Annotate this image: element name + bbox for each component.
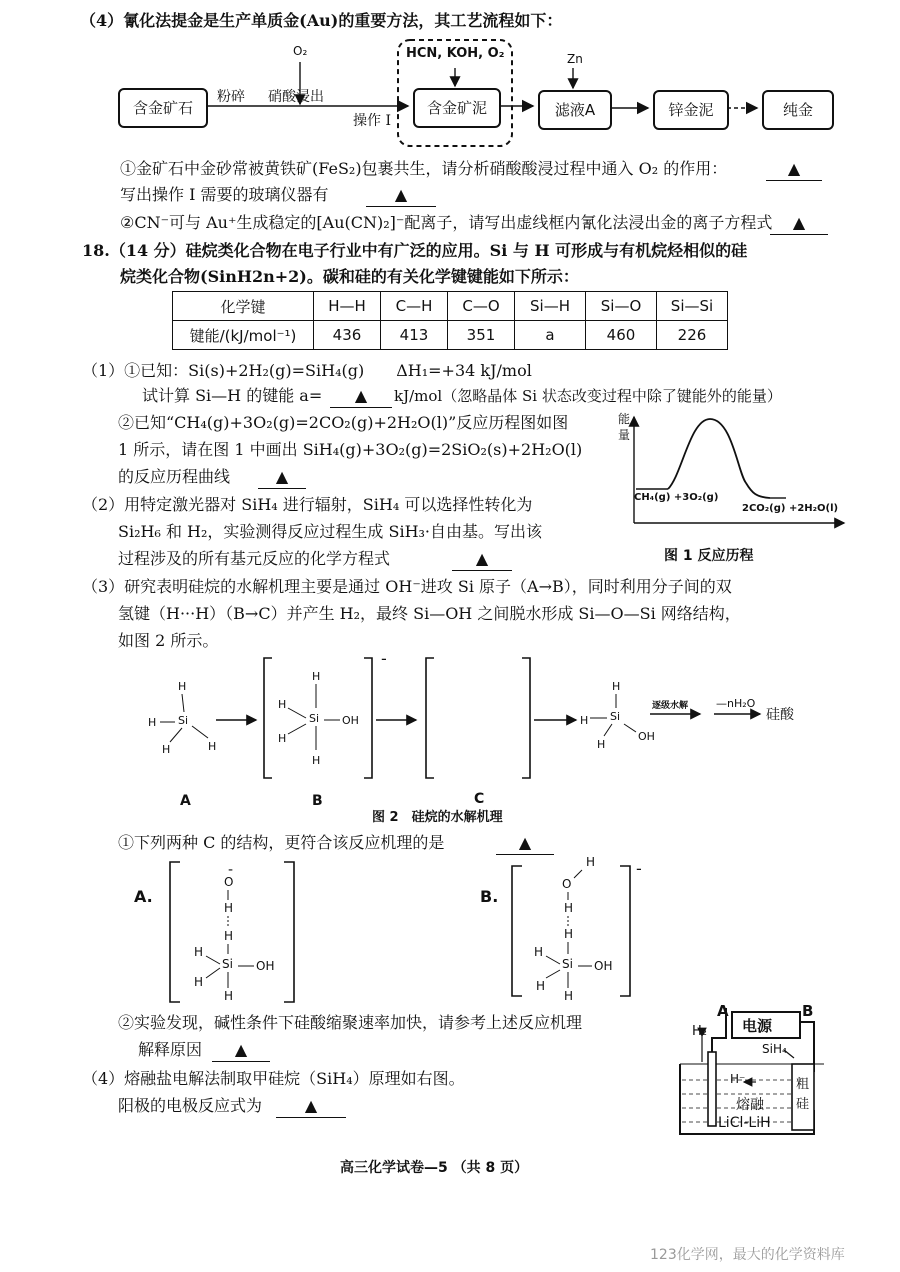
q18-p2-line3: 过程涉及的所有基元反应的化学方程式 bbox=[118, 549, 391, 568]
svg-text:-: - bbox=[636, 859, 642, 878]
table-cell: C—H bbox=[381, 292, 448, 321]
table-cell: 460 bbox=[586, 321, 657, 350]
svg-text:Si: Si bbox=[309, 712, 320, 725]
svg-text:H: H bbox=[564, 927, 574, 941]
svg-text:OH: OH bbox=[594, 959, 613, 973]
svg-text:H: H bbox=[534, 945, 544, 959]
svg-text:H: H bbox=[312, 670, 321, 683]
q18-p3-q1: ①下列两种 C 的结构，更符合该反应机理的是 bbox=[118, 833, 445, 852]
flow-box-pure-gold: 纯金 bbox=[762, 90, 834, 130]
q18-p3-line3: 如图 2 所示。 bbox=[118, 631, 219, 650]
q18-p1-line1: （1）①已知：Si(s)+2H₂(g)=SiH₄(g) ΔH₁=+34 kJ/mol bbox=[82, 361, 532, 380]
table-cell: C—O bbox=[448, 292, 515, 321]
fig2-label-b: B bbox=[312, 793, 323, 809]
answer-blank[interactable]: ▲ bbox=[496, 832, 554, 855]
svg-text:O: O bbox=[562, 877, 572, 891]
figure-2-hydrolysis bbox=[0, 650, 900, 830]
cell-label-a: A bbox=[717, 1002, 729, 1020]
svg-text:H: H bbox=[208, 740, 217, 753]
svg-text:H: H bbox=[148, 716, 157, 729]
svg-text:-: - bbox=[381, 650, 387, 668]
svg-text:H: H bbox=[194, 975, 204, 989]
svg-text:H: H bbox=[278, 732, 287, 745]
q18-p1-line5: 的反应历程曲线 bbox=[118, 467, 231, 486]
cell-melt: 熔融 bbox=[736, 1097, 764, 1113]
q17-heading: （4）氰化法提金是生产单质金(Au)的重要方法，其工艺流程如下： bbox=[80, 11, 563, 30]
svg-text:Si: Si bbox=[610, 710, 621, 723]
svg-text:OH: OH bbox=[342, 714, 359, 727]
option-a-label: A. bbox=[134, 887, 153, 906]
table-cell: Si—H bbox=[515, 292, 586, 321]
svg-text:H: H bbox=[178, 680, 187, 693]
q18-p1-line2: 试计算 Si—H 的键能 a= bbox=[142, 386, 323, 405]
answer-blank[interactable]: ▲ bbox=[258, 466, 306, 489]
table-cell: 化学键 bbox=[173, 292, 314, 321]
svg-text:-: - bbox=[228, 862, 234, 878]
table-row bbox=[173, 321, 728, 350]
q18-heading-1: 18.（14 分）硅烷类化合物在电子行业中有广泛的应用。Si 与 H 可形成与有机烷烃相似的硅 bbox=[82, 241, 748, 260]
q17-sub1b-text: 写出操作 I 需要的玻璃仪器有 bbox=[120, 185, 329, 204]
q18-p1-line4: 1 所示，请在图 1 中画出 SiH₄(g)+3O₂(g)=2SiO₂(s)+2H₂O(l) bbox=[118, 440, 583, 459]
q17-sub2-text: ②CN⁻可与 Au⁺生成稳定的[Au(CN)₂]⁻配离子，请写出虚线框内氰化法浸出金的离子方程式 bbox=[120, 213, 773, 232]
flow-op1: 操作 I bbox=[353, 113, 391, 129]
svg-text:H: H bbox=[224, 901, 234, 915]
svg-text:H: H bbox=[194, 945, 204, 959]
fig2-step-label: 逐级水解 bbox=[652, 701, 689, 711]
table-cell: 413 bbox=[381, 321, 448, 350]
svg-text:OH: OH bbox=[256, 959, 275, 973]
flow-dashed-reagents: HCN, KOH, O₂ bbox=[406, 46, 505, 61]
q18-p3-line1: （3）研究表明硅烷的水解机理主要是通过 OH⁻进攻 Si 原子（A→B），同时利用分子间的双 bbox=[82, 577, 732, 596]
q18-p1-line2-b: kJ/mol（忽略晶体 Si 状态改变过程中除了键能外的能量） bbox=[394, 387, 782, 405]
answer-blank[interactable]: ▲ bbox=[766, 158, 822, 181]
q18-p3-q2-line1: ②实验发现，碱性条件下硅酸缩聚速率加快，请参考上述反应机理 bbox=[118, 1013, 583, 1032]
watermark: 123化学网，最大的化学资料库 bbox=[650, 1247, 845, 1263]
page-footer: 高三化学试卷—5 （共 8 页） bbox=[340, 1160, 529, 1176]
svg-text:H: H bbox=[312, 754, 321, 767]
fig2-caption: 图 2 硅烷的水解机理 bbox=[372, 810, 503, 825]
table-cell: 键能/(kJ/mol⁻¹) bbox=[173, 321, 314, 350]
fig2-product: 硅酸 bbox=[766, 707, 794, 723]
option-b-label: B. bbox=[480, 887, 499, 906]
table-cell: H—H bbox=[314, 292, 381, 321]
cell-sih4: SiH₄ bbox=[762, 1042, 787, 1056]
svg-text:H: H bbox=[162, 743, 171, 756]
svg-text:Si: Si bbox=[222, 957, 233, 971]
q18-p4-line1: （4）熔融盐电解法制取甲硅烷（SiH₄）原理如右图。 bbox=[82, 1069, 465, 1088]
svg-text:Si: Si bbox=[562, 957, 573, 971]
table-cell: Si—O bbox=[586, 292, 657, 321]
q18-p2-line2: Si₂H₆ 和 H₂，实验测得反应过程生成 SiH₃·自由基。写出该 bbox=[118, 522, 543, 541]
flow-step-crush: 粉碎 bbox=[217, 89, 245, 105]
q18-heading-2: 烷类化合物(SinH2n+2)。碳和硅的有关化学键键能如下所示： bbox=[120, 267, 579, 286]
table-cell: 226 bbox=[657, 321, 728, 350]
fig1-product: 2CO₂(g) +2H₂O(l) bbox=[742, 503, 839, 514]
answer-blank[interactable]: ▲ bbox=[212, 1039, 270, 1062]
flow-zn: Zn bbox=[567, 52, 583, 66]
table-row bbox=[173, 292, 728, 321]
cell-h2: H₂ bbox=[692, 1024, 707, 1039]
cell-salt: LiCl-LiH bbox=[718, 1115, 771, 1131]
cell-label-b: B bbox=[802, 1002, 814, 1020]
svg-text:Si: Si bbox=[178, 714, 189, 727]
cell-power: 电源 bbox=[742, 1017, 773, 1035]
flow-box-mud: 含金矿泥 bbox=[413, 88, 501, 128]
svg-text:H: H bbox=[580, 714, 589, 727]
cell-crude-1: 粗 bbox=[796, 1077, 810, 1092]
flow-arrows bbox=[0, 0, 900, 150]
q18-p2-line1: （2）用特定激光器对 SiH₄ 进行辐射，SiH₄ 可以选择性转化为 bbox=[82, 495, 533, 514]
svg-text:H: H bbox=[612, 680, 621, 693]
answer-blank[interactable]: ▲ bbox=[330, 385, 392, 408]
svg-text:H: H bbox=[224, 929, 234, 943]
cell-hminus: H⁻ bbox=[730, 1072, 746, 1086]
table-cell: 436 bbox=[314, 321, 381, 350]
q18-p3-line2: 氢键（H···H）（B→C）并产生 H₂，最终 Si—OH 之间脱水形成 Si—O—Si 网络结构， bbox=[118, 604, 741, 623]
bond-energy-table bbox=[172, 291, 728, 350]
cell-crude-2: 硅 bbox=[796, 1097, 810, 1112]
svg-text:OH: OH bbox=[638, 730, 655, 743]
q18-p1-line3: ②已知“CH₄(g)+3O₂(g)=2CO₂(g)+2H₂O(l)”反应历程图如图 bbox=[118, 413, 569, 432]
table-cell: Si—Si bbox=[657, 292, 728, 321]
q17-sub1-text: ①金矿石中金砂常被黄铁矿(FeS₂)包裹共生，请分析硝酸酸浸过程中通入 O₂ 的作用： bbox=[120, 159, 728, 178]
flow-o2: O₂ bbox=[293, 44, 308, 58]
q18-p4-line2: 阳极的电极反应式为 bbox=[118, 1096, 263, 1115]
table-cell: 351 bbox=[448, 321, 515, 350]
option-structures bbox=[150, 856, 710, 1016]
answer-blank[interactable]: ▲ bbox=[276, 1095, 346, 1118]
svg-text:H: H bbox=[564, 989, 574, 1003]
figure-1-reaction-profile bbox=[610, 405, 850, 565]
fig2-label-c: C bbox=[474, 791, 485, 807]
answer-blank[interactable]: ▲ bbox=[770, 212, 828, 235]
svg-text:H: H bbox=[536, 979, 546, 993]
fig2-minus-water: —nH₂O bbox=[716, 697, 756, 710]
flow-box-filtrate: 滤液A bbox=[538, 90, 612, 130]
svg-text:O: O bbox=[224, 875, 234, 889]
svg-text:H: H bbox=[597, 738, 606, 751]
svg-text:H: H bbox=[564, 901, 574, 915]
q18-p3-q2-line2: 解释原因 bbox=[138, 1040, 203, 1059]
table-cell: a bbox=[515, 321, 586, 350]
flow-box-ore: 含金矿石 bbox=[118, 88, 208, 128]
answer-blank[interactable]: ▲ bbox=[452, 548, 512, 571]
flow-step-nitric: 硝酸浸出 bbox=[268, 89, 324, 105]
fig1-reactant: CH₄(g) +3O₂(g) bbox=[634, 492, 719, 503]
fig1-caption: 图 1 反应历程 bbox=[664, 548, 754, 564]
svg-text:H: H bbox=[278, 698, 287, 711]
answer-blank[interactable]: ▲ bbox=[366, 184, 436, 207]
svg-text:H: H bbox=[224, 989, 234, 1003]
flow-box-zinc-gold: 锌金泥 bbox=[653, 90, 729, 130]
svg-text:H: H bbox=[586, 856, 596, 869]
fig2-label-a: A bbox=[180, 793, 191, 809]
fig1-ylabel-2: 量 bbox=[618, 428, 631, 442]
fig1-ylabel-1: 能 bbox=[618, 412, 631, 426]
